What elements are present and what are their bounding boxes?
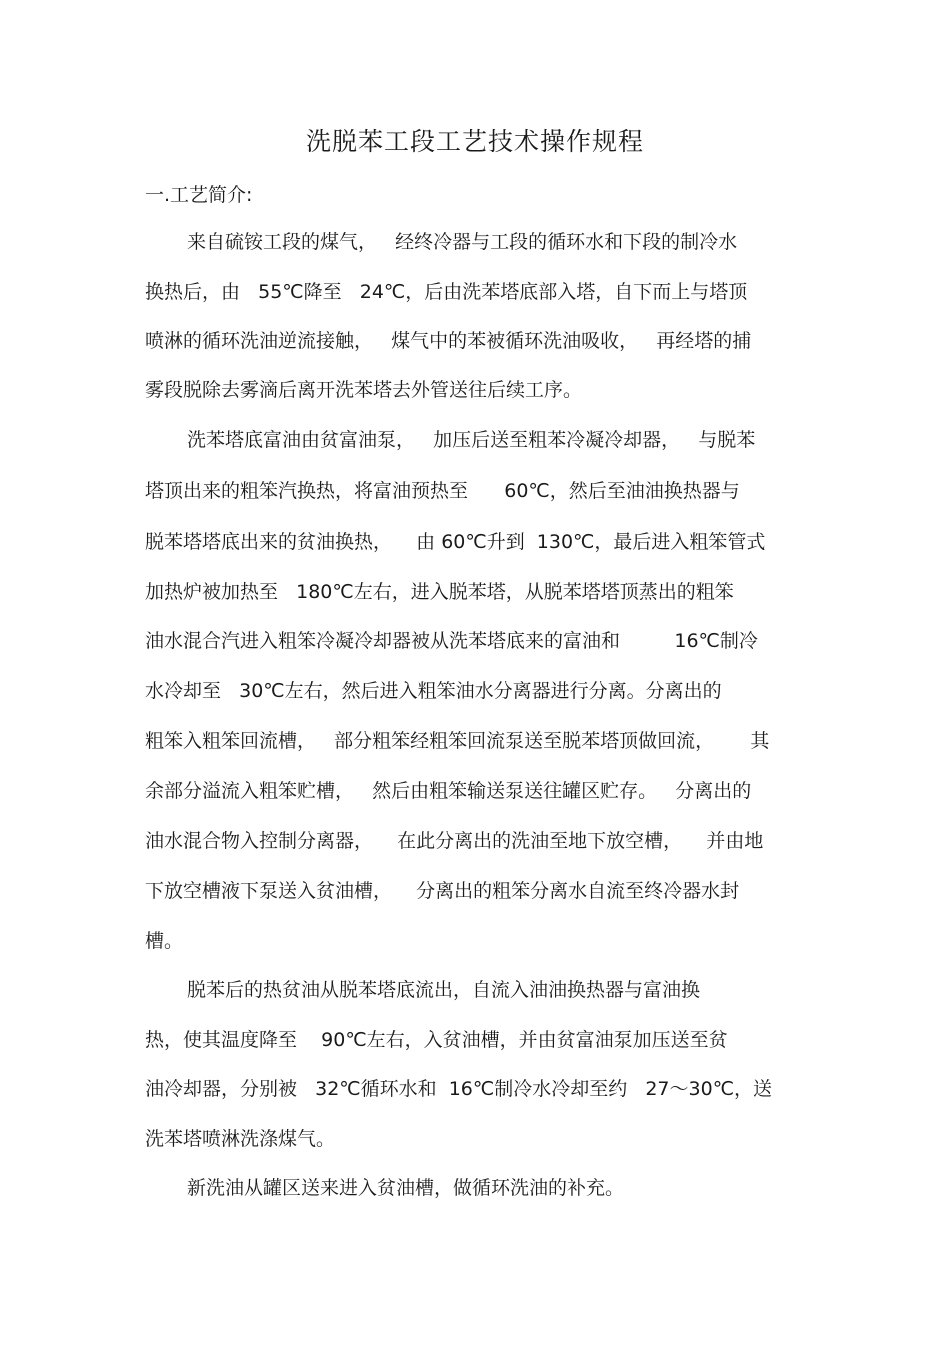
text-line: 来自硫铵工段的煤气， 经终冷器与工段的循环水和下段的制冷水: [187, 231, 738, 253]
text-line: 脱苯塔塔底出来的贫油换热， 由 60℃升到 130℃，最后进入粗笨管式: [145, 531, 766, 553]
text-line: 洗苯塔底富油由贫富油泵， 加压后送至粗苯冷凝冷却器， 与脱苯: [187, 429, 756, 451]
text-line: 洗苯塔喷淋洗涤煤气。: [145, 1128, 336, 1150]
text-line: 换热后，由 55℃降至 24℃，后由洗苯塔底部入塔，自下而上与塔顶: [145, 281, 748, 303]
text-line: 水冷却至 30℃左右，然后进入粗笨油水分离器进行分离。分离出的: [145, 680, 722, 702]
text-line: 喷淋的循环洗油逆流接触， 煤气中的苯被循环洗油吸收， 再经塔的捕: [145, 330, 752, 352]
text-line: 槽。: [145, 930, 184, 952]
page-title: 洗脱苯工段工艺技术操作规程: [305, 127, 644, 156]
text-line: 脱苯后的热贫油从脱苯塔底流出，自流入油油换热器与富油换: [187, 979, 701, 1001]
section-heading: 一.工艺简介:: [145, 184, 253, 206]
text-line: 油水混合物入控制分离器， 在此分离出的洗油至地下放空槽， 并由地: [145, 830, 764, 852]
text-line: 余部分溢流入粗笨贮槽， 然后由粗笨输送泵送往罐区贮存。 分离出的: [145, 780, 752, 802]
text-line: 新洗油从罐区送来进入贫油槽，做循环洗油的补充。: [187, 1177, 625, 1199]
text-line: 粗笨入粗笨回流槽， 部分粗笨经粗笨回流泵送至脱苯塔顶做回流， 其: [145, 730, 770, 752]
text-line: 塔顶出来的粗笨汽换热，将富油预热至 60℃，然后至油油换热器与: [145, 480, 740, 502]
text-line: 油冷却器，分别被 32℃循环水和 16℃制冷水冷却至约 27～30℃，送: [145, 1078, 773, 1100]
text-line: 下放空槽液下泵送入贫油槽， 分离出的粗笨分离水自流至终冷器水封: [145, 880, 740, 902]
text-line: 热，使其温度降至 90℃左右，入贫油槽，并由贫富油泵加压送至贫: [145, 1029, 728, 1051]
text-line: 油水混合汽进入粗笨冷凝冷却器被从洗苯塔底来的富油和 16℃制冷: [145, 630, 758, 652]
text-line: 雾段脱除去雾滴后离开洗苯塔去外管送往后续工序。: [145, 379, 583, 401]
text-line: 加热炉被加热至 180℃左右，进入脱苯塔，从脱苯塔塔顶蒸出的粗笨: [145, 581, 734, 603]
